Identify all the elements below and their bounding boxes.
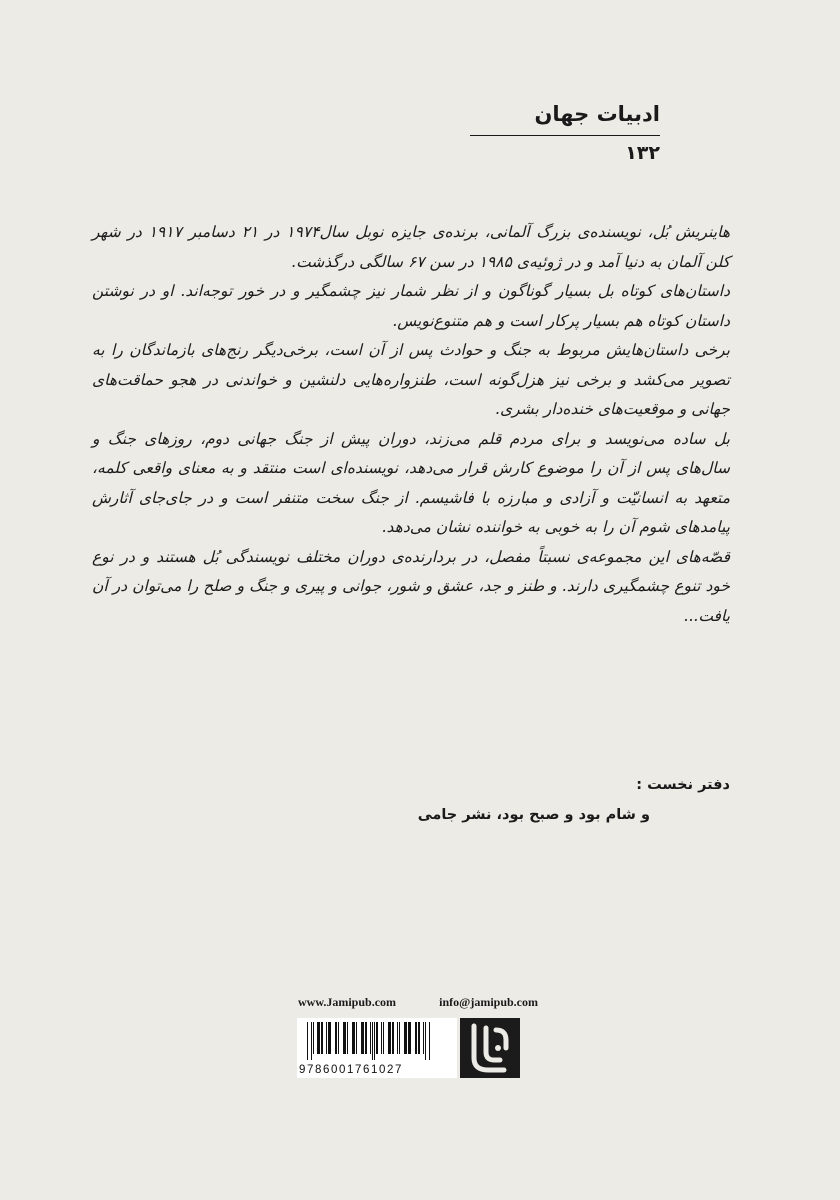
barcode-icon [305, 1022, 451, 1060]
first-book-section [300, 770, 730, 830]
blurb-paragraph: داستان‌های کوتاه بل بسیار گوناگون و از نظر شمار نیز چشمگیر و در خور توجه‌اند. او در نوشتن داستان کوتاه هم بسیار پرکار است و هم متنوع‌نویس. [92, 282, 730, 330]
blurb-paragraph: هاینریش بُل، نویسنده‌ی بزرگ آلمانی، برنده‌ی جایزه نوبل سال۱۹۷۴ در ۲۱ دسامبر ۱۹۱۷ در شهر کلن آلمان به دنیا آمد و در ژوئیه‌ی ۱۹۸۵ در سن ۶۷ سالگی درگذشت. [92, 223, 730, 271]
isbn-barcode [297, 1018, 457, 1078]
first-book-title: و شام بود و صبح بود، نشر جامی [417, 807, 650, 823]
series-divider [470, 135, 660, 136]
series-title: ادبیات جهان [534, 102, 660, 126]
isbn-number: 9786001761027 [299, 1064, 403, 1076]
website-link[interactable]: www.Jamipub.com [298, 995, 397, 1009]
first-book-heading: دفتر نخست : [636, 777, 730, 793]
blurb-paragraph: قصّه‌های این مجموعه‌ی نسبتاً مفصل، در بردارنده‌ی دوران مختلف نویسندگی بُل هستند و در نوع خود تنوع چشمگیری دارند. و طنز و جد، عشق و شور، جوانی و پیری و جنگ و صلح را می‌توان در آن یافت... [92, 547, 730, 625]
series-block [470, 100, 660, 167]
jami-publisher-logo-icon [460, 1018, 520, 1078]
publisher-contact [298, 995, 538, 1010]
blurb-paragraph: بل ساده می‌نویسد و برای مردم قلم می‌زند، دوران پیش از جنگ جهانی دوم، روزهای جنگ و سال‌های پس از آن را موضوع کارش قرار می‌دهد، نویسنده‌ای است منتقد و به معنای واقعی کلمه، متعهد به انسانیّت و آزادی و مبارزه با فاشیسم. از جنگ سخت متنفر است و در جای‌جای آثارش پیامدهای شوم آن را به خوبی به خواننده نشان می‌دهد. [92, 429, 730, 536]
series-number: ۱۳۲ [625, 142, 660, 165]
back-cover-blurb [92, 218, 730, 631]
email-link[interactable]: info@jamipub.com [439, 995, 538, 1009]
blurb-paragraph: برخی داستان‌هایش مربوط به جنگ و حوادث پس از آن است، برخی‌دیگر رنج‌های بازماندگان را به تصویر می‌کشد و برخی نیز هزل‌گونه است، طنزواره‌هایی دلنشین و خواندنی در هجو حماقت‌های جهانی و موقعیت‌های خنده‌دار بشری. [92, 341, 730, 418]
